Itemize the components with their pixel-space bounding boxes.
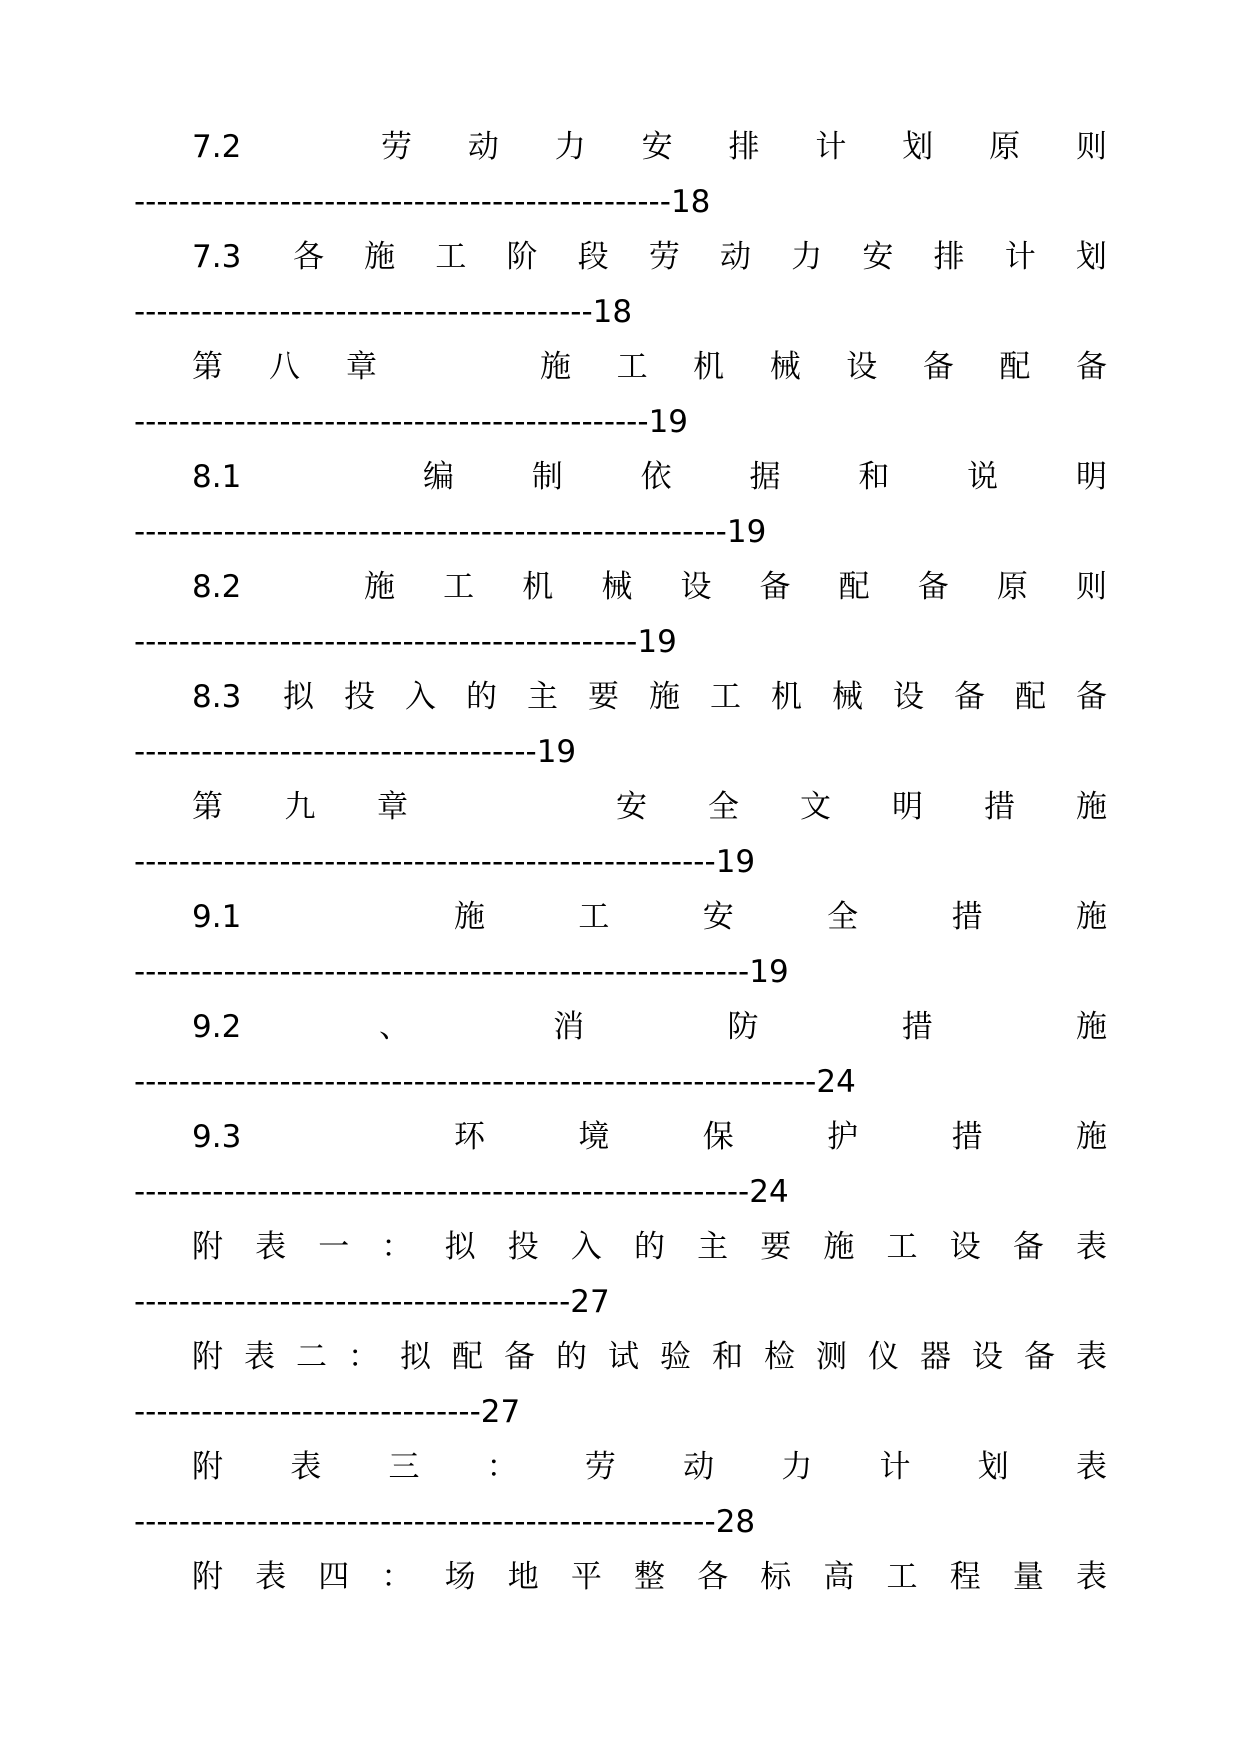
toc-page-number: 19 (749, 954, 789, 990)
toc-char: 拟 (400, 1339, 431, 1375)
toc-char: 、 (379, 1009, 410, 1045)
toc-char: ： (348, 1339, 379, 1375)
toc-entry-title (381, 120, 1107, 175)
toc-char: 备 (759, 569, 791, 605)
toc-entry-title (540, 340, 1107, 395)
toc-char: ： (381, 1559, 413, 1595)
toc-char: 保 (702, 1119, 734, 1155)
toc-char: 施 (364, 239, 396, 275)
toc-leader: --------------------------------------- (134, 1284, 571, 1320)
toc-leader: ----------------------------------------- (134, 294, 593, 330)
toc-entry-heading-line (192, 1440, 1107, 1495)
toc-page-number: 18 (670, 184, 711, 220)
toc-char: 一 (318, 1229, 350, 1265)
toc-char: 工 (578, 899, 610, 935)
toc-char: 措 (951, 899, 983, 935)
toc-entry (134, 780, 1107, 890)
toc-char: 二 (296, 1339, 327, 1375)
toc-char: 四 (318, 1559, 350, 1595)
toc-char: 计 (879, 1449, 911, 1485)
toc-char: 场 (444, 1559, 476, 1595)
toc-entry-number: 8.2 (192, 569, 242, 605)
toc-char: 备 (922, 349, 954, 385)
toc-char: 备 (954, 679, 985, 715)
toc-char: 和 (858, 459, 890, 495)
toc-entry-number: 9.3 (192, 1119, 242, 1155)
toc-char: 明 (1075, 459, 1107, 495)
toc-page-number: 19 (648, 404, 689, 440)
toc-char: 各 (293, 239, 324, 275)
toc-char: 安 (862, 239, 894, 275)
toc-char: 机 (522, 569, 554, 605)
toc-char: 施 (1075, 1119, 1107, 1155)
toc-entry-title (192, 1550, 1107, 1605)
toc-char: 第 (192, 349, 223, 385)
toc-char: 段 (577, 239, 609, 275)
toc-entry-leader-line (134, 1385, 1107, 1440)
toc-char: 设 (972, 1339, 1003, 1375)
toc-entry-title (293, 230, 1107, 285)
table-of-contents (134, 120, 1107, 1605)
toc-char: 附 (192, 1339, 223, 1375)
toc-char: 环 (454, 1119, 485, 1155)
toc-page-number: 18 (592, 294, 633, 330)
toc-entry (134, 670, 1107, 780)
toc-char: 工 (435, 239, 467, 275)
toc-char: 机 (771, 679, 802, 715)
toc-leader: ---------------------------------------------------- (134, 1504, 716, 1540)
toc-char: 配 (838, 569, 870, 605)
toc-entry-title (192, 1330, 1107, 1385)
toc-char: 八 (269, 349, 300, 385)
toc-char: 表 (255, 1559, 287, 1595)
toc-char: 施 (364, 569, 395, 605)
toc-char: 护 (827, 1119, 859, 1155)
toc-entry-number: 8.1 (192, 459, 242, 495)
toc-char: 第 (192, 789, 223, 825)
toc-char: 备 (1075, 349, 1107, 385)
toc-char: 入 (405, 679, 436, 715)
toc-entry-leader-line (134, 1055, 1107, 1110)
toc-char: 据 (749, 459, 781, 495)
toc-char: 表 (1075, 1229, 1107, 1265)
toc-char: 拟 (283, 679, 314, 715)
toc-char: 阶 (506, 239, 538, 275)
toc-entry-leader-line (134, 1165, 1107, 1220)
toc-entry-leader-line (134, 285, 1107, 340)
toc-char: 工 (443, 569, 475, 605)
toc-char: 防 (727, 1009, 759, 1045)
toc-char: 九 (284, 789, 316, 825)
toc-char: 施 (649, 679, 680, 715)
toc-char: 备 (917, 569, 949, 605)
toc-char: 整 (633, 1559, 665, 1595)
toc-char: 工 (886, 1229, 918, 1265)
toc-char: 仪 (868, 1339, 899, 1375)
toc-char: 器 (920, 1339, 951, 1375)
toc-entry-number: 7.2 (192, 129, 242, 165)
toc-char: 原 (989, 129, 1021, 165)
toc-char: 地 (507, 1559, 539, 1595)
toc-char: 的 (633, 1229, 665, 1265)
toc-char: 依 (640, 459, 672, 495)
toc-entry-leader-line (134, 945, 1107, 1000)
toc-char: 表 (290, 1449, 322, 1485)
toc-char: 制 (531, 459, 563, 495)
toc-char: 程 (949, 1559, 981, 1595)
toc-char: 平 (570, 1559, 602, 1595)
toc-page-number: 19 (637, 624, 677, 660)
toc-char: 力 (781, 1449, 813, 1485)
toc-char: 表 (1076, 1339, 1107, 1375)
toc-entry-title (364, 560, 1107, 615)
toc-char: 设 (846, 349, 878, 385)
toc-char: 章 (346, 349, 377, 385)
toc-entry-chapter-label (192, 340, 377, 395)
toc-char: 施 (823, 1229, 855, 1265)
toc-entry-number: 9.1 (192, 899, 242, 935)
toc-char: 施 (454, 899, 485, 935)
toc-entry (134, 1330, 1107, 1440)
toc-leader: ---------------------------------------------- (134, 404, 649, 440)
toc-entry-title (192, 1220, 1107, 1275)
toc-char: 配 (452, 1339, 483, 1375)
toc-entry-heading-line (192, 1220, 1107, 1275)
toc-char: 划 (977, 1449, 1009, 1485)
toc-char: 高 (823, 1559, 855, 1595)
toc-char: 动 (720, 239, 752, 275)
toc-entry-heading-line (192, 1550, 1107, 1605)
toc-leader: ------------------------------------------------ (134, 184, 671, 220)
toc-char: 表 (255, 1229, 287, 1265)
toc-char: 施 (1076, 1009, 1107, 1045)
toc-char: 安 (641, 129, 673, 165)
toc-char: 械 (601, 569, 633, 605)
toc-char: 力 (791, 239, 823, 275)
toc-char: 械 (832, 679, 863, 715)
toc-char: 安 (702, 899, 734, 935)
toc-entry (134, 560, 1107, 670)
toc-leader: ------------------------------------ (134, 734, 537, 770)
toc-entry-title (454, 890, 1107, 945)
toc-char: 投 (344, 679, 375, 715)
toc-leader: ------------------------------------------------------- (134, 1174, 750, 1210)
toc-entry-number: 8.3 (192, 679, 242, 715)
toc-page-number: 28 (715, 1504, 756, 1540)
toc-char: 工 (616, 349, 648, 385)
toc-page-number: 19 (726, 514, 767, 550)
toc-char: 排 (728, 129, 760, 165)
toc-char: 全 (827, 899, 859, 935)
toc-entry-leader-line (134, 395, 1107, 450)
toc-entry-heading-line (192, 230, 1107, 285)
toc-char: 械 (769, 349, 801, 385)
toc-entry (134, 1440, 1107, 1550)
toc-entry-heading-line (192, 450, 1107, 505)
toc-char: 劳 (648, 239, 680, 275)
toc-char: 表 (1075, 1559, 1107, 1595)
toc-entry-leader-line (134, 725, 1107, 780)
toc-entry-heading-line (192, 1330, 1107, 1385)
toc-char: 要 (588, 679, 619, 715)
toc-entry-number: 9.2 (192, 1009, 242, 1045)
toc-char: 配 (999, 349, 1031, 385)
toc-char: 入 (570, 1229, 602, 1265)
toc-entry-leader-line (134, 175, 1107, 230)
toc-page-number: 19 (536, 734, 577, 770)
toc-entry-title (379, 1000, 1107, 1055)
toc-char: 设 (680, 569, 712, 605)
toc-char: 原 (996, 569, 1028, 605)
toc-entry-title (423, 450, 1107, 505)
toc-char: 主 (697, 1229, 729, 1265)
toc-leader: ------------------------------- (134, 1394, 481, 1430)
toc-char: 安 (616, 789, 647, 825)
toc-entry-heading-line (192, 1000, 1107, 1055)
toc-char: 划 (902, 129, 934, 165)
toc-entry-heading-line (192, 670, 1107, 725)
toc-char: 措 (951, 1119, 983, 1155)
toc-entry (134, 1220, 1107, 1330)
toc-char: 三 (388, 1449, 420, 1485)
toc-char: 则 (1076, 129, 1107, 165)
toc-entry-heading-line (192, 120, 1107, 175)
toc-char: 动 (467, 129, 499, 165)
toc-entry-leader-line (134, 835, 1107, 890)
toc-char: 划 (1075, 239, 1107, 275)
toc-entry (134, 1000, 1107, 1110)
toc-char: 测 (816, 1339, 847, 1375)
toc-char: 施 (1076, 789, 1107, 825)
toc-char: 设 (949, 1229, 981, 1265)
toc-char: 工 (710, 679, 741, 715)
toc-leader: ------------------------------------------------------- (134, 954, 750, 990)
toc-entry-title (283, 670, 1107, 725)
toc-char: 要 (760, 1229, 792, 1265)
toc-leader: ----------------------------------------------------- (134, 514, 727, 550)
toc-char: 设 (893, 679, 924, 715)
toc-char: 消 (553, 1009, 585, 1045)
toc-char: 量 (1012, 1559, 1044, 1595)
toc-char: 投 (507, 1229, 539, 1265)
toc-entry (134, 340, 1107, 450)
toc-entry-heading-line (192, 560, 1107, 615)
toc-page-number: 24 (816, 1064, 856, 1100)
toc-entry-heading-line (192, 1110, 1107, 1165)
toc-entry-number: 7.3 (192, 239, 242, 275)
toc-char: 章 (377, 789, 408, 825)
toc-char: 全 (708, 789, 739, 825)
toc-page-number: 27 (480, 1394, 521, 1430)
toc-char: 主 (527, 679, 558, 715)
toc-entry-chapter-label (192, 780, 408, 835)
toc-char: 备 (504, 1339, 535, 1375)
toc-char: 力 (554, 129, 586, 165)
toc-char: 劳 (584, 1449, 616, 1485)
toc-char: 机 (693, 349, 725, 385)
toc-char: 计 (1004, 239, 1036, 275)
toc-page-number: 24 (749, 1174, 789, 1210)
toc-char: 措 (901, 1009, 933, 1045)
toc-char: 文 (800, 789, 831, 825)
toc-leader: --------------------------------------------- (134, 624, 638, 660)
toc-entry-heading-line (192, 890, 1107, 945)
toc-char: 计 (815, 129, 847, 165)
toc-char: 拟 (444, 1229, 476, 1265)
toc-char: 的 (466, 679, 497, 715)
toc-char: 附 (192, 1449, 223, 1485)
toc-char: 试 (608, 1339, 639, 1375)
toc-entry-leader-line (134, 1275, 1107, 1330)
toc-char: ： (486, 1449, 518, 1485)
toc-char: 配 (1015, 679, 1046, 715)
toc-char: 措 (984, 789, 1015, 825)
toc-char: 的 (556, 1339, 587, 1375)
toc-entry (134, 230, 1107, 340)
toc-page-number: 19 (715, 844, 756, 880)
toc-entry-heading-line (192, 780, 1107, 835)
toc-entry (134, 120, 1107, 230)
toc-char: 表 (1075, 1449, 1107, 1485)
toc-char: 排 (933, 239, 965, 275)
toc-char: 各 (697, 1559, 729, 1595)
toc-leader: ------------------------------------------------------------- (134, 1064, 817, 1100)
toc-leader: ---------------------------------------------------- (134, 844, 716, 880)
toc-char: 施 (1075, 899, 1107, 935)
toc-char: 编 (423, 459, 454, 495)
toc-page-number: 27 (570, 1284, 610, 1320)
toc-char: 验 (660, 1339, 691, 1375)
toc-char: 明 (892, 789, 923, 825)
toc-char: 附 (192, 1559, 223, 1595)
toc-entry-leader-line (134, 1495, 1107, 1550)
toc-entry (134, 450, 1107, 560)
toc-char: 备 (1012, 1229, 1044, 1265)
toc-char: 备 (1024, 1339, 1055, 1375)
toc-char: 工 (886, 1559, 918, 1595)
toc-char: 境 (578, 1119, 610, 1155)
toc-char: 施 (540, 349, 571, 385)
toc-char: 附 (192, 1229, 223, 1265)
toc-char: 标 (760, 1559, 792, 1595)
toc-entry-title (454, 1110, 1107, 1165)
toc-entry-leader-line (134, 505, 1107, 560)
toc-entry-leader-line (134, 615, 1107, 670)
toc-entry (134, 1550, 1107, 1605)
toc-char: 则 (1075, 569, 1107, 605)
toc-entry (134, 1110, 1107, 1220)
toc-char: 和 (712, 1339, 743, 1375)
toc-char: 表 (244, 1339, 275, 1375)
toc-entry-heading-line (192, 340, 1107, 395)
toc-char: 备 (1076, 679, 1107, 715)
toc-entry-title (616, 780, 1107, 835)
toc-entry (134, 890, 1107, 1000)
toc-entry-title (192, 1440, 1107, 1495)
toc-char: ： (381, 1229, 413, 1265)
toc-char: 劳 (381, 129, 412, 165)
toc-char: 动 (683, 1449, 715, 1485)
toc-char: 检 (764, 1339, 795, 1375)
toc-char: 说 (967, 459, 999, 495)
